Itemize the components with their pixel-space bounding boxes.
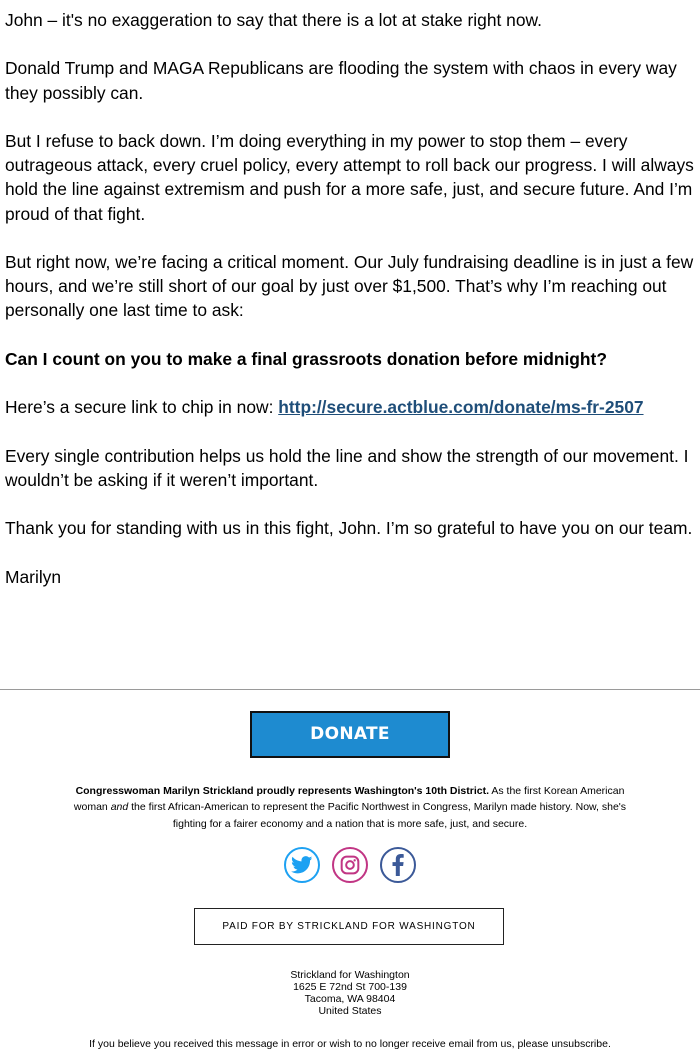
facebook-link[interactable]	[380, 847, 416, 883]
body-paragraph-contribution: Every single contribution helps us hold the line and show the strength of our movement. I wouldn’t be asking if it weren’t important.	[5, 445, 689, 490]
body-paragraph-deadline: But right now, we’re facing a critical moment. Our July fundraising deadline is in just a few hours, and we’re still short of our goal by just over $1,500. That’s why I’m reaching out personally one last time to ask:	[5, 251, 694, 321]
mailing-address	[250, 969, 450, 1017]
footer-divider	[0, 689, 700, 690]
paid-for-disclaimer: PAID FOR BY STRICKLAND FOR WASHINGTON	[194, 908, 504, 945]
ask-paragraph: Can I count on you to make a final grassroots donation before midnight?	[5, 348, 607, 369]
bio-part-2: the first African-American to represent the Pacific Northwest in Congress, Marilyn made history. Now, she's fighting for a fairer economy and a nation that is more safe, just, and secure.	[128, 801, 627, 830]
bio-text	[60, 783, 640, 832]
signature: Marilyn	[5, 566, 62, 587]
body-paragraph-refuse: But I refuse to back down. I’m doing everything in my power to stop them – every outrageous attack, every cruel policy, every attempt to roll back our progress. I will always hold the line against extremism and push for a more safe, just, and secure future. And I’m proud of that fight.	[5, 130, 694, 224]
facebook-icon	[392, 854, 404, 876]
address-line-2: 1625 E 72nd St 700-139	[293, 981, 407, 993]
bio-part-1: As the first Korean American woman	[73, 785, 625, 814]
twitter-icon	[291, 856, 313, 874]
address-line-1: Strickland for Washington	[290, 969, 410, 981]
address-line-4: United States	[318, 1005, 382, 1017]
greeting-paragraph: John – it's no exaggeration to say that there is a lot at stake right now.	[5, 10, 542, 30]
link-prefix: Here’s a secure link to chip in now:	[5, 397, 279, 418]
body-paragraph-thanks: Thank you for standing with us in this fight, John. I’m so grateful to have you on our team.	[5, 518, 693, 539]
donate-button[interactable]: DONATE	[250, 711, 450, 758]
twitter-link[interactable]	[284, 847, 320, 883]
instagram-link[interactable]	[332, 847, 368, 883]
body-paragraph-chaos: Donald Trump and MAGA Republicans are flooding the system with chaos in every way they possibly can.	[5, 58, 677, 103]
donate-link[interactable]: http://secure.actblue.com/donate/ms-fr-2507	[278, 397, 644, 418]
email-body	[5, 8, 697, 613]
link-paragraph	[5, 395, 697, 419]
bio-bold: Congresswoman Marilyn Strickland proudly represents Washington's 10th District.	[75, 785, 490, 797]
instagram-icon	[340, 855, 360, 875]
unsubscribe-notice[interactable]: If you believe you received this message in error or wish to no longer receive email from us, please unsubscribe.	[89, 1038, 611, 1050]
bio-italic: and	[110, 801, 129, 814]
address-line-3: Tacoma, WA 98404	[304, 993, 396, 1005]
social-links	[284, 847, 420, 887]
